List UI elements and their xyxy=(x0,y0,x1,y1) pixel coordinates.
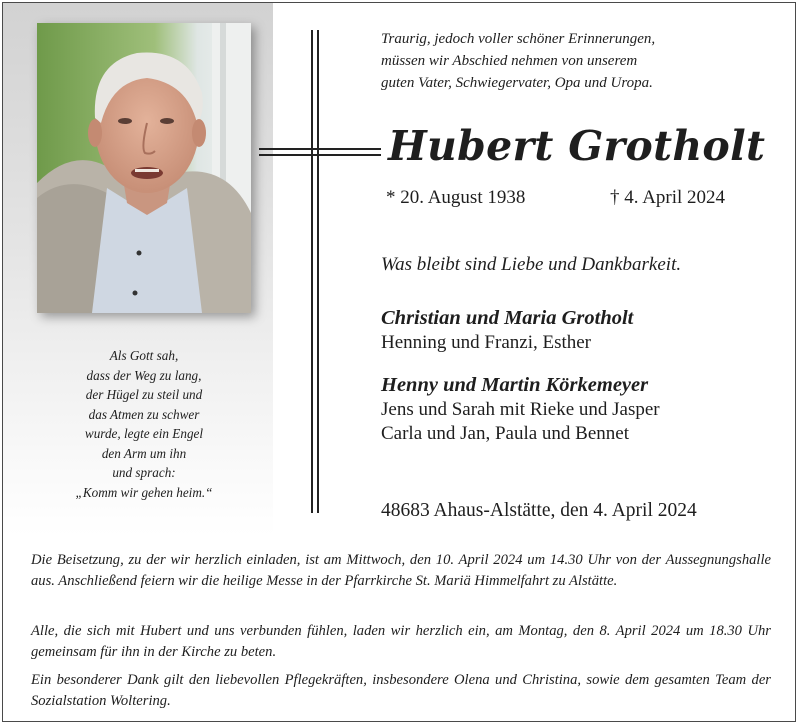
family-line: Henning und Franzi, Esther xyxy=(381,332,592,353)
paragraph-funeral: Die Beisetzung, zu der wir herzlich einladen, ist am Mittwoch, den 10. April 2024 um 14.30 Uhr von der Aussegnungshalle aus. Anschließend feiern wir die heilige Messe in der Pfarrkirche St. Mariä Himmelfahrt zu Alstätte. xyxy=(31,552,771,589)
cross-vertical-line xyxy=(311,30,313,513)
paragraph-prayer: Alle, die sich mit Hubert und uns verbunden fühlen, laden wir herzlich ein, am Montag, den 8. April 2024 um 18.30 Uhr gemeinsam für ihn in der Kirche zu beten. xyxy=(31,623,771,660)
poem-line: wurde, legte ein Engel xyxy=(84,426,204,441)
poem-line: und sprach: xyxy=(112,465,176,480)
poem-line: den Arm um ihn xyxy=(101,445,187,461)
paragraph-thanks: Ein besonderer Dank gilt den liebevollen Pflegekräften, insbesondere Olena und Christina, sowie dem gesamten Team der Sozialstation Woltering. xyxy=(31,672,771,709)
intro-line: Traurig, jedoch voller schöner Erinnerungen, xyxy=(381,31,656,47)
intro-line: müssen wir Abschied nehmen von unserem xyxy=(381,53,638,69)
poem-line: Als Gott sah, xyxy=(109,348,179,363)
death-date: † 4. April 2024 xyxy=(610,187,726,208)
poem-line: „Komm wir gehen heim.“ xyxy=(75,484,213,500)
intro-line: guten Vater, Schwiegervater, Opa und Uropa. xyxy=(381,75,653,91)
poem-line: der Hügel zu steil und xyxy=(85,387,203,402)
family-head: Henny und Martin Körkemeyer xyxy=(381,374,649,396)
birth-date: * 20. August 1938 xyxy=(386,187,526,208)
family-block-1 xyxy=(381,307,633,354)
cross-horizontal-line xyxy=(259,148,381,150)
portrait-photo xyxy=(37,23,251,313)
family-block-2 xyxy=(381,374,660,445)
quote: Was bleibt sind Liebe und Dankbarkeit. xyxy=(381,254,682,275)
family-line: Jens und Sarah mit Rieke und Jasper xyxy=(381,399,660,420)
cross-horizontal-line xyxy=(259,154,381,156)
deceased-name: Hubert Grotholt xyxy=(388,122,766,170)
cross-vertical-line xyxy=(317,30,319,513)
place-date: 48683 Ahaus-Alstätte, den 4. April 2024 xyxy=(381,500,697,521)
family-head: Christian und Maria Grotholt xyxy=(381,307,634,329)
poem-line: dass der Weg zu lang, xyxy=(86,367,202,383)
poem-line: das Atmen zu schwer xyxy=(88,406,200,422)
poem xyxy=(30,346,258,502)
family-line: Carla und Jan, Paula und Bennet xyxy=(381,423,630,444)
intro-text xyxy=(381,28,655,94)
